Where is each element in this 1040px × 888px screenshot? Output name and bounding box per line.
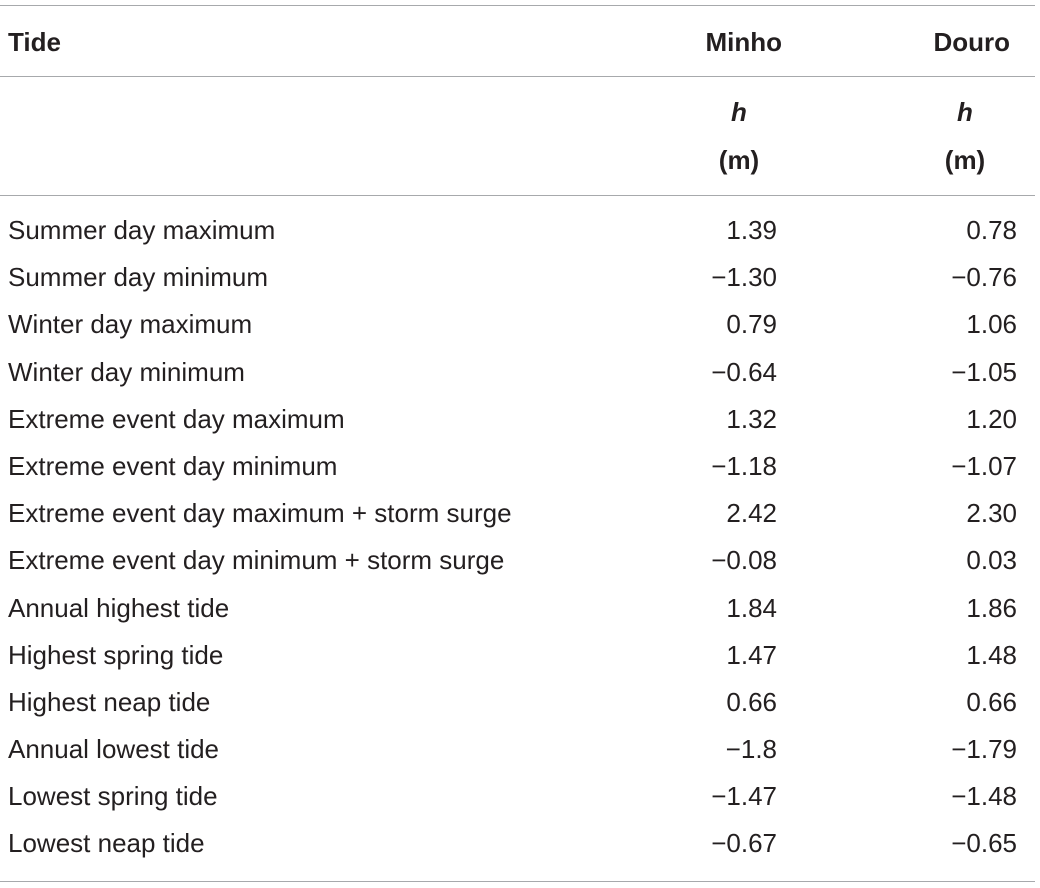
row-minho-value: −0.67 bbox=[711, 828, 777, 859]
row-douro-value: 0.03 bbox=[966, 545, 1017, 576]
row-minho-value: 0.66 bbox=[726, 686, 777, 717]
row-douro-value: 0.78 bbox=[966, 215, 1017, 245]
row-minho-value: −0.08 bbox=[711, 545, 777, 576]
header-minho: Minho bbox=[705, 27, 782, 57]
row-douro-value: −1.79 bbox=[951, 734, 1017, 765]
row-label: Annual lowest tide bbox=[8, 734, 220, 765]
row-label: Winter day minimum bbox=[8, 356, 245, 387]
row-label: Extreme event day minimum + storm surge bbox=[8, 545, 505, 576]
header-bottom-rule bbox=[0, 195, 1035, 196]
row-minho-value: −1.8 bbox=[725, 734, 777, 765]
row-label: Summer day maximum bbox=[8, 215, 276, 245]
table-row bbox=[0, 254, 1035, 301]
row-minho-value: 2.42 bbox=[726, 498, 777, 529]
table-top-rule bbox=[0, 5, 1035, 6]
header-divider-rule bbox=[0, 76, 1035, 77]
table-row bbox=[0, 396, 1035, 443]
row-minho-value: 1.32 bbox=[726, 403, 777, 434]
douro-unit: (m) bbox=[944, 145, 986, 175]
row-douro-value: −1.05 bbox=[951, 356, 1017, 387]
row-douro-value: 1.48 bbox=[966, 639, 1017, 670]
minho-unit: (m) bbox=[718, 145, 760, 175]
row-douro-value: −0.76 bbox=[951, 262, 1017, 293]
row-label: Highest neap tide bbox=[8, 686, 211, 717]
header-douro: Douro bbox=[933, 27, 1010, 57]
row-minho-value: 1.39 bbox=[726, 215, 777, 245]
table-body bbox=[0, 207, 1035, 868]
row-minho-value: −1.30 bbox=[711, 262, 777, 293]
row-label: Extreme event day maximum + storm surge bbox=[8, 498, 512, 529]
table-row bbox=[0, 537, 1035, 584]
table-row bbox=[0, 443, 1035, 490]
row-label: Annual highest tide bbox=[8, 592, 230, 623]
row-douro-value: −1.07 bbox=[951, 450, 1017, 481]
row-label: Extreme event day minimum bbox=[8, 450, 338, 481]
row-douro-value: 2.30 bbox=[966, 498, 1017, 529]
row-douro-value: 0.66 bbox=[966, 686, 1017, 717]
row-douro-value: 1.20 bbox=[966, 403, 1017, 434]
table-row bbox=[0, 726, 1035, 773]
row-minho-value: 0.79 bbox=[726, 309, 777, 340]
table-row bbox=[0, 301, 1035, 348]
table-row bbox=[0, 820, 1035, 867]
row-label: Extreme event day maximum bbox=[8, 403, 345, 434]
row-minho-value: −0.64 bbox=[711, 356, 777, 387]
row-douro-value: 1.06 bbox=[966, 309, 1017, 340]
table-row bbox=[0, 679, 1035, 726]
row-minho-value: −1.18 bbox=[711, 450, 777, 481]
row-label: Highest spring tide bbox=[8, 639, 224, 670]
douro-variable: h bbox=[957, 97, 973, 127]
row-douro-value: 1.86 bbox=[966, 592, 1017, 623]
row-label: Winter day maximum bbox=[8, 309, 253, 340]
row-douro-value: −1.48 bbox=[951, 781, 1017, 812]
table-row bbox=[0, 632, 1035, 679]
header-tide: Tide bbox=[8, 27, 61, 57]
table-bottom-rule bbox=[0, 881, 1035, 882]
table-row bbox=[0, 490, 1035, 537]
row-douro-value: −0.65 bbox=[951, 828, 1017, 859]
table-row bbox=[0, 585, 1035, 632]
row-minho-value: 1.47 bbox=[726, 639, 777, 670]
table-row bbox=[0, 207, 1035, 254]
table-row bbox=[0, 773, 1035, 820]
row-minho-value: −1.47 bbox=[711, 781, 777, 812]
minho-variable: h bbox=[731, 97, 747, 127]
row-minho-value: 1.84 bbox=[726, 592, 777, 623]
row-label: Summer day minimum bbox=[8, 262, 269, 293]
row-label: Lowest neap tide bbox=[8, 828, 205, 859]
table-row bbox=[0, 349, 1035, 396]
row-label: Lowest spring tide bbox=[8, 781, 218, 812]
